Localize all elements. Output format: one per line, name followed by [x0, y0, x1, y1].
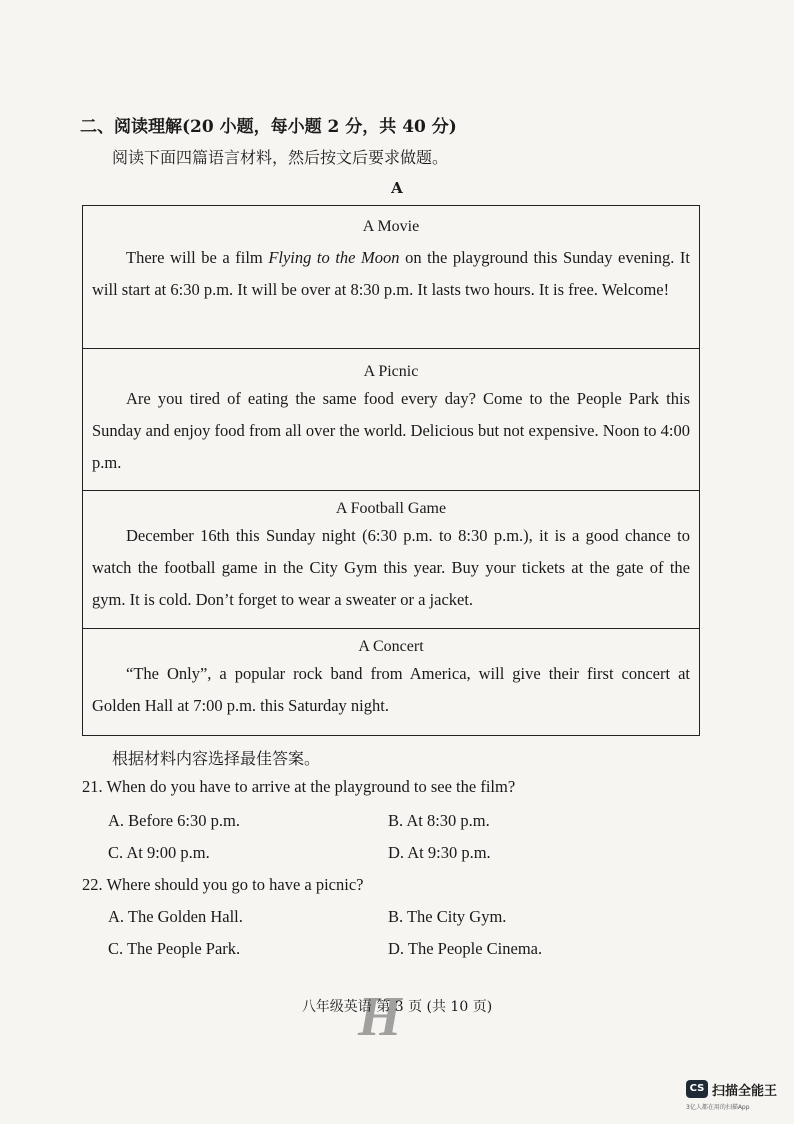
football-card [83, 491, 699, 629]
card-title: A Picnic [363, 363, 419, 380]
film-title: Flying to the Moon [268, 248, 400, 267]
watermark-letter: H [358, 986, 402, 1048]
answer-option: D. The People Cinema. [388, 939, 543, 958]
scanner-tagline: 3亿人都在用的扫描App [686, 1104, 750, 1111]
scanner-name: 扫描全能王 [712, 1084, 778, 1099]
card-title: A Football Game [335, 500, 447, 517]
question-stem: 21. When do you have to arrive at the playground to see the film? [82, 777, 516, 796]
answer-option: D. At 9:30 p.m. [388, 843, 491, 862]
page-footer: 八年级英语 第 3 页 (共 10 页) [301, 999, 493, 1015]
section-instruction: 阅读下面四篇语言材料，然后按文后要求做题。 [112, 148, 449, 167]
passage-box [82, 205, 700, 736]
scanner-badge-icon: CS [686, 1080, 708, 1098]
movie-card [83, 206, 699, 349]
answer-option: C. The People Park. [108, 939, 241, 958]
card-body-text: There will be a film [126, 248, 269, 267]
passage-label: A [391, 179, 403, 197]
question-instruction: 根据材料内容选择最佳答案。 [112, 749, 321, 768]
question-stem: 22. Where should you go to have a picnic? [82, 875, 364, 894]
answer-option: C. At 9:00 p.m. [108, 843, 210, 862]
card-body-text: on the playground this Sunday evening. It will start at 6:30 p.m. It will be over at 8:30 p.m. It lasts two hours. It is free. Welcome! [92, 248, 690, 299]
picnic-card [83, 349, 699, 491]
concert-card [83, 629, 699, 735]
card-title: A Movie [362, 218, 420, 235]
answer-option: B. The City Gym. [388, 907, 507, 926]
card-body: December 16th this Sunday night (6:30 p.m. to 8:30 p.m.), it is a good chance to watch the football game in the City Gym this year. Buy your tickets at the gate of the gym. It is cold. Don’t forget to wear a sweater or a jacket. [92, 526, 690, 609]
answer-option: A. The Golden Hall. [108, 907, 243, 926]
answer-option: A. Before 6:30 p.m. [108, 811, 240, 830]
section-title: 二、阅读理解(20 小题，每小题 2 分，共 40 分) [80, 117, 457, 137]
answer-option: B. At 8:30 p.m. [388, 811, 490, 830]
card-body: Are you tired of eating the same food every day? Come to the People Park this Sunday and enjoy food from all over the world. Delicious but not expensive. Noon to 4:00 p.m. [92, 389, 690, 472]
card-title: A Concert [358, 638, 424, 655]
card-body: “The Only”, a popular rock band from America, will give their first concert at Golden Hall at 7:00 p.m. this Saturday night. [92, 664, 690, 715]
card-body [92, 242, 690, 306]
